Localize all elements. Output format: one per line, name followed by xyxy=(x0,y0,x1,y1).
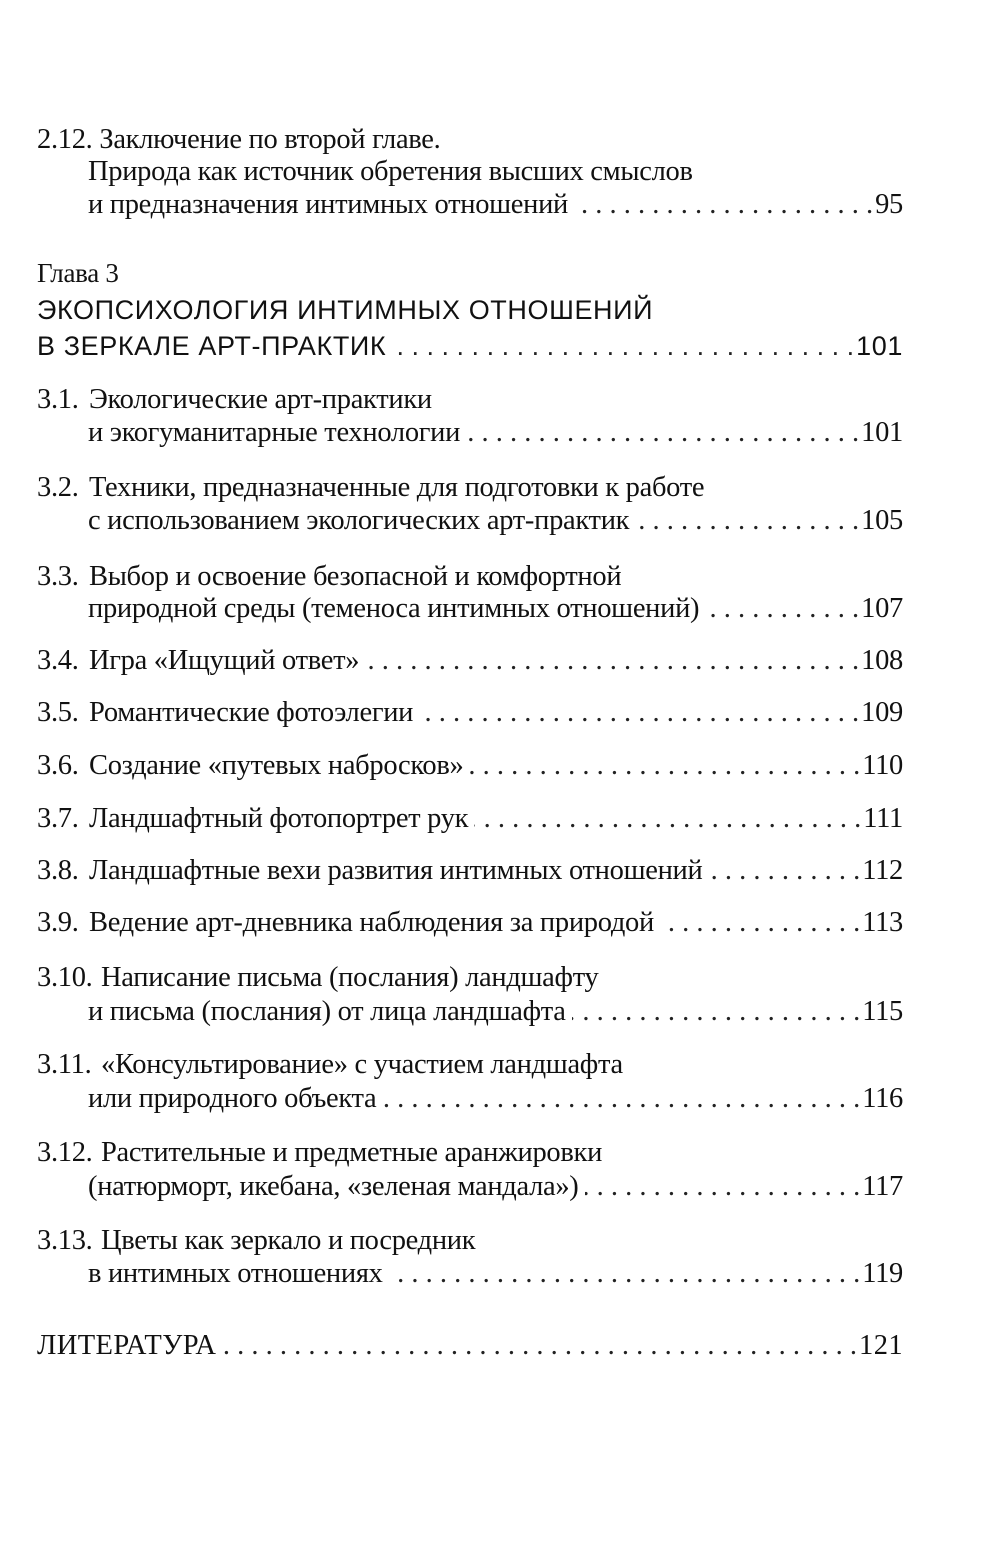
page-number: 113 xyxy=(862,907,903,938)
entry-number: 3.8. xyxy=(37,855,79,886)
page-number: 109 xyxy=(861,697,903,728)
toc-entry-3-12-line1 xyxy=(37,1135,602,1171)
entry-number: 3.4. xyxy=(37,645,79,676)
entry-number: 2.12. xyxy=(37,124,93,155)
toc-entry-3-9[interactable] xyxy=(37,905,903,941)
page-number: 115 xyxy=(862,996,903,1027)
dot-leader xyxy=(572,994,861,1030)
toc-entry-3-4[interactable] xyxy=(37,643,903,679)
dot-leader xyxy=(392,328,854,364)
toc-entry-3-6[interactable] xyxy=(37,748,903,784)
page-number: 112 xyxy=(862,855,903,886)
toc-entry-2-12-line2: Природа как источник обретения высших смыслов xyxy=(88,156,693,187)
chapter-title: В ЗЕРКАЛЕ АРТ-ПРАКТИК xyxy=(37,331,387,361)
entry-title: Написание письма (послания) ландшафту xyxy=(101,962,599,993)
entry-title: и предназначения интимных отношений xyxy=(88,189,568,220)
entry-title: Создание «путевых набросков» xyxy=(89,750,464,781)
toc-entry-2-12-line1 xyxy=(37,122,440,158)
toc-entry-3-8[interactable] xyxy=(37,853,903,889)
page-number: 107 xyxy=(861,593,903,624)
page-number: 101 xyxy=(856,331,903,361)
toc-entry-3-1-line1 xyxy=(37,382,432,418)
page-number: 116 xyxy=(862,1083,903,1114)
entry-title: Заключение по второй главе. xyxy=(99,124,441,155)
dot-leader xyxy=(466,415,859,451)
entry-title: Игра «Ищущий ответ» xyxy=(89,645,360,676)
page-number: 110 xyxy=(862,750,903,781)
entry-title: Ведение арт-дневника наблюдения за природой xyxy=(89,907,654,938)
chapter-label: Глава 3 xyxy=(37,258,119,288)
entry-number: 3.11. xyxy=(37,1049,92,1080)
toc-entry-3-7[interactable] xyxy=(37,801,903,837)
dot-leader xyxy=(708,853,860,889)
page-number: 95 xyxy=(875,189,903,220)
entry-title: Выбор и освоение безопасной и комфортной xyxy=(89,561,622,592)
entry-number: 3.5. xyxy=(37,697,79,728)
entry-number: 3.7. xyxy=(37,803,79,834)
entry-title: Растительные и предметные аранжировки xyxy=(101,1137,603,1168)
entry-number: 3.13. xyxy=(37,1225,93,1256)
entry-number: 3.1. xyxy=(37,384,79,415)
toc-entry-literature[interactable] xyxy=(37,1328,903,1364)
toc-entry-3-3-line1 xyxy=(37,559,621,595)
entry-title: Ландшафтный фотопортрет рук xyxy=(89,803,469,834)
entry-title: Экологические арт-практики xyxy=(89,384,432,415)
entry-title: Техники, предназначенные для подготовки к работе xyxy=(89,472,705,503)
dot-leader xyxy=(635,503,859,539)
page-number: 121 xyxy=(859,1330,903,1361)
dot-leader xyxy=(585,1169,861,1205)
dot-leader xyxy=(382,1081,860,1117)
entry-number: 3.10. xyxy=(37,962,93,993)
entry-title: Романтические фотоэлегии xyxy=(89,697,414,728)
entry-number: 3.6. xyxy=(37,750,79,781)
entry-number: 3.9. xyxy=(37,907,79,938)
entry-title: и письма (послания) от лица ландшафта xyxy=(88,996,566,1027)
dot-leader xyxy=(574,187,873,223)
entry-number: 3.2. xyxy=(37,472,79,503)
dot-leader xyxy=(470,748,861,784)
page-number: 119 xyxy=(862,1258,903,1289)
toc-entry-3-5[interactable] xyxy=(37,695,903,731)
page-number: 108 xyxy=(861,645,903,676)
entry-title: с использованием экологических арт-практик xyxy=(88,505,630,536)
toc-entry-3-3-line2[interactable] xyxy=(88,591,903,627)
toc-entry-3-12-line2[interactable] xyxy=(88,1169,903,1205)
toc-entry-3-10-line2[interactable] xyxy=(88,994,903,1030)
entry-title: в интимных отношениях xyxy=(88,1258,383,1289)
dot-leader xyxy=(419,695,859,731)
dot-leader xyxy=(660,905,860,941)
entry-title: или природного объекта xyxy=(88,1083,377,1114)
toc-entry-3-11-line1 xyxy=(37,1047,623,1083)
entry-title: природной среды (теменоса интимных отношений) xyxy=(88,593,700,624)
entry-title: Ландшафтные вехи развития интимных отношений xyxy=(89,855,703,886)
entry-title: (натюрморт, икебана, «зеленая мандала») xyxy=(88,1171,579,1202)
toc-entry-2-12-line3[interactable] xyxy=(88,187,903,223)
toc-entry-3-13-line1 xyxy=(37,1223,475,1259)
dot-leader xyxy=(389,1256,861,1292)
page-number: 117 xyxy=(862,1171,903,1202)
dot-leader xyxy=(222,1328,857,1364)
dot-leader xyxy=(474,801,861,837)
toc-entry-3-1-line2[interactable] xyxy=(88,415,903,451)
entry-number: 3.3. xyxy=(37,561,79,592)
toc-entry-3-2-line2[interactable] xyxy=(88,503,903,539)
toc-entry-3-10-line1 xyxy=(37,960,598,996)
toc-entry-3-11-line2[interactable] xyxy=(88,1081,903,1117)
page-number: 101 xyxy=(861,417,903,448)
entry-title: «Консультирование» с участием ландшафта xyxy=(101,1049,623,1080)
page-number: 105 xyxy=(861,505,903,536)
toc-entry-3-2-line1 xyxy=(37,470,704,506)
dot-leader xyxy=(365,643,859,679)
literature-label: ЛИТЕРАТУРА xyxy=(37,1330,217,1361)
chapter-title-line1: ЭКОПСИХОЛОГИЯ ИНТИМНЫХ ОТНОШЕНИЙ xyxy=(37,295,654,325)
entry-title: и экогуманитарные технологии xyxy=(88,417,461,448)
dot-leader xyxy=(705,591,859,627)
entry-title: Цветы как зеркало и посредник xyxy=(101,1225,476,1256)
chapter-title-line2[interactable] xyxy=(37,328,903,364)
entry-number: 3.12. xyxy=(37,1137,93,1168)
page-number: 111 xyxy=(863,803,903,834)
toc-entry-3-13-line2[interactable] xyxy=(88,1256,903,1292)
